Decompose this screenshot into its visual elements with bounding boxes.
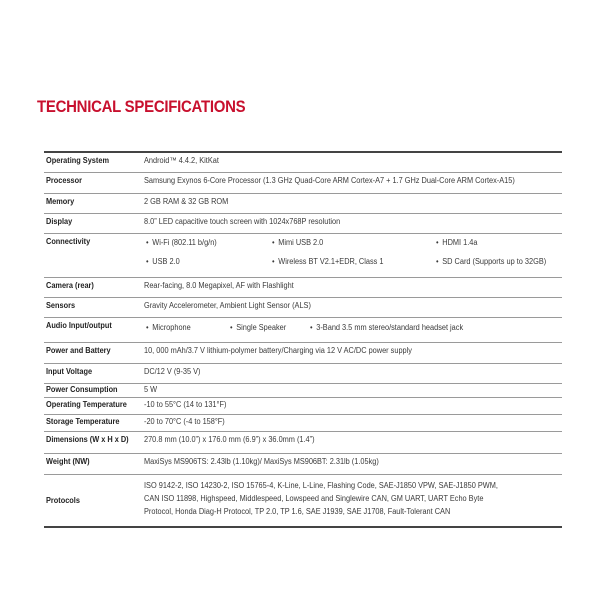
spec-row-protocols bbox=[44, 475, 562, 528]
spec-value: 2 GB RAM & 32 GB ROM bbox=[144, 197, 229, 206]
spec-label: Dimensions (W x H x D) bbox=[46, 435, 129, 444]
connectivity-item: • SD Card (Supports up to 32GB) bbox=[436, 257, 547, 266]
spec-label: Connectivity bbox=[46, 237, 91, 246]
audio-item: • Microphone bbox=[146, 323, 191, 332]
protocols-line: Protocol, Honda Diag-H Protocol, TP 2.0, TP 1.6, SAE J1939, SAE J1708, Fault-Tolerant CAN bbox=[144, 507, 451, 516]
spec-row-weight bbox=[44, 454, 562, 475]
spec-label: Sensors bbox=[46, 301, 76, 310]
spec-row-processor bbox=[44, 173, 562, 194]
spec-row-power-consumption bbox=[44, 384, 562, 398]
spec-row-camera bbox=[44, 278, 562, 298]
spec-value: -20 to 70°C (-4 to 158°F) bbox=[144, 417, 225, 426]
spec-label: Storage Temperature bbox=[46, 417, 120, 426]
spec-value: 8.0” LED capacitive touch screen with 1024x768P resolution bbox=[144, 217, 341, 226]
spec-label: Operating Temperature bbox=[46, 400, 127, 409]
connectivity-list bbox=[144, 234, 562, 272]
spec-value: DC/12 V (9-35 V) bbox=[144, 367, 201, 376]
connectivity-item: • Wi-Fi (802.11 b/g/n) bbox=[146, 238, 217, 247]
spec-value: -10 to 55°C (14 to 131°F) bbox=[144, 400, 227, 409]
spec-value: 10, 000 mAh/3.7 V lithium-polymer battery/Charging via 12 V AC/DC power supply bbox=[144, 346, 412, 355]
spec-label: Display bbox=[46, 217, 73, 226]
spec-row-operating-temperature bbox=[44, 398, 562, 415]
protocols-line: ISO 9142-2, ISO 14230-2, ISO 15765-4, K-Line, L-Line, Flashing Code, SAE-J1850 VPW, SAE-J1850 PWM, bbox=[144, 481, 498, 490]
spec-label: Weight (NW) bbox=[46, 457, 90, 466]
spec-row-dimensions bbox=[44, 432, 562, 454]
spec-row-display bbox=[44, 214, 562, 234]
spec-label: Processor bbox=[46, 176, 83, 185]
audio-list bbox=[144, 318, 562, 337]
spec-label: Audio Input/output bbox=[46, 321, 112, 330]
spec-value: 5 W bbox=[144, 385, 158, 394]
spec-row-audio bbox=[44, 318, 562, 343]
connectivity-item: • Mimi USB 2.0 bbox=[272, 238, 324, 247]
spec-value: MaxiSys MS906TS: 2.43lb (1.10kg)/ MaxiSys MS906BT: 2.31lb (1.05kg) bbox=[144, 457, 379, 466]
spec-row-operating-system bbox=[44, 152, 562, 173]
spec-value: Samsung Exynos 6-Core Processor (1.3 GHz Quad-Core ARM Cortex-A7 + 1.7 GHz Dual-Core ARM Cortex-A15) bbox=[144, 176, 515, 185]
audio-item: • Single Speaker bbox=[230, 323, 287, 332]
spec-label: Input Voltage bbox=[46, 367, 93, 376]
section-title: TECHNICAL SPECIFICATIONS bbox=[37, 97, 246, 116]
spec-table bbox=[44, 151, 562, 528]
connectivity-item: • HDMI 1.4a bbox=[436, 238, 478, 247]
spec-value: Gravity Accelerometer, Ambient Light Sensor (ALS) bbox=[144, 301, 311, 310]
audio-item: • 3-Band 3.5 mm stereo/standard headset jack bbox=[310, 323, 464, 332]
spec-label: Operating System bbox=[46, 156, 109, 165]
spec-row-input-voltage bbox=[44, 364, 562, 384]
spec-row-power bbox=[44, 343, 562, 364]
connectivity-item: • USB 2.0 bbox=[146, 257, 180, 266]
spec-label: Memory bbox=[46, 197, 75, 206]
spec-label: Power Consumption bbox=[46, 385, 118, 394]
spec-row-sensors bbox=[44, 298, 562, 318]
connectivity-item: • Wireless BT V2.1+EDR, Class 1 bbox=[272, 257, 384, 266]
spec-row-memory bbox=[44, 194, 562, 214]
spec-value: Rear-facing, 8.0 Megapixel, AF with Flashlight bbox=[144, 281, 294, 290]
spec-row-connectivity bbox=[44, 234, 562, 278]
spec-label: Protocols bbox=[46, 495, 80, 505]
spec-row-storage-temperature bbox=[44, 415, 562, 432]
spec-label: Camera (rear) bbox=[46, 281, 94, 290]
spec-value: Android™ 4.4.2, KitKat bbox=[144, 156, 219, 165]
spec-label: Power and Battery bbox=[46, 346, 111, 355]
spec-value: 270.8 mm (10.0”) x 176.0 mm (6.9”) x 36.0mm (1.4”) bbox=[144, 435, 315, 444]
protocols-line: CAN ISO 11898, Highspeed, Middlespeed, Lowspeed and Singlewire CAN, GM UART, UART Echo Byte bbox=[144, 494, 484, 503]
